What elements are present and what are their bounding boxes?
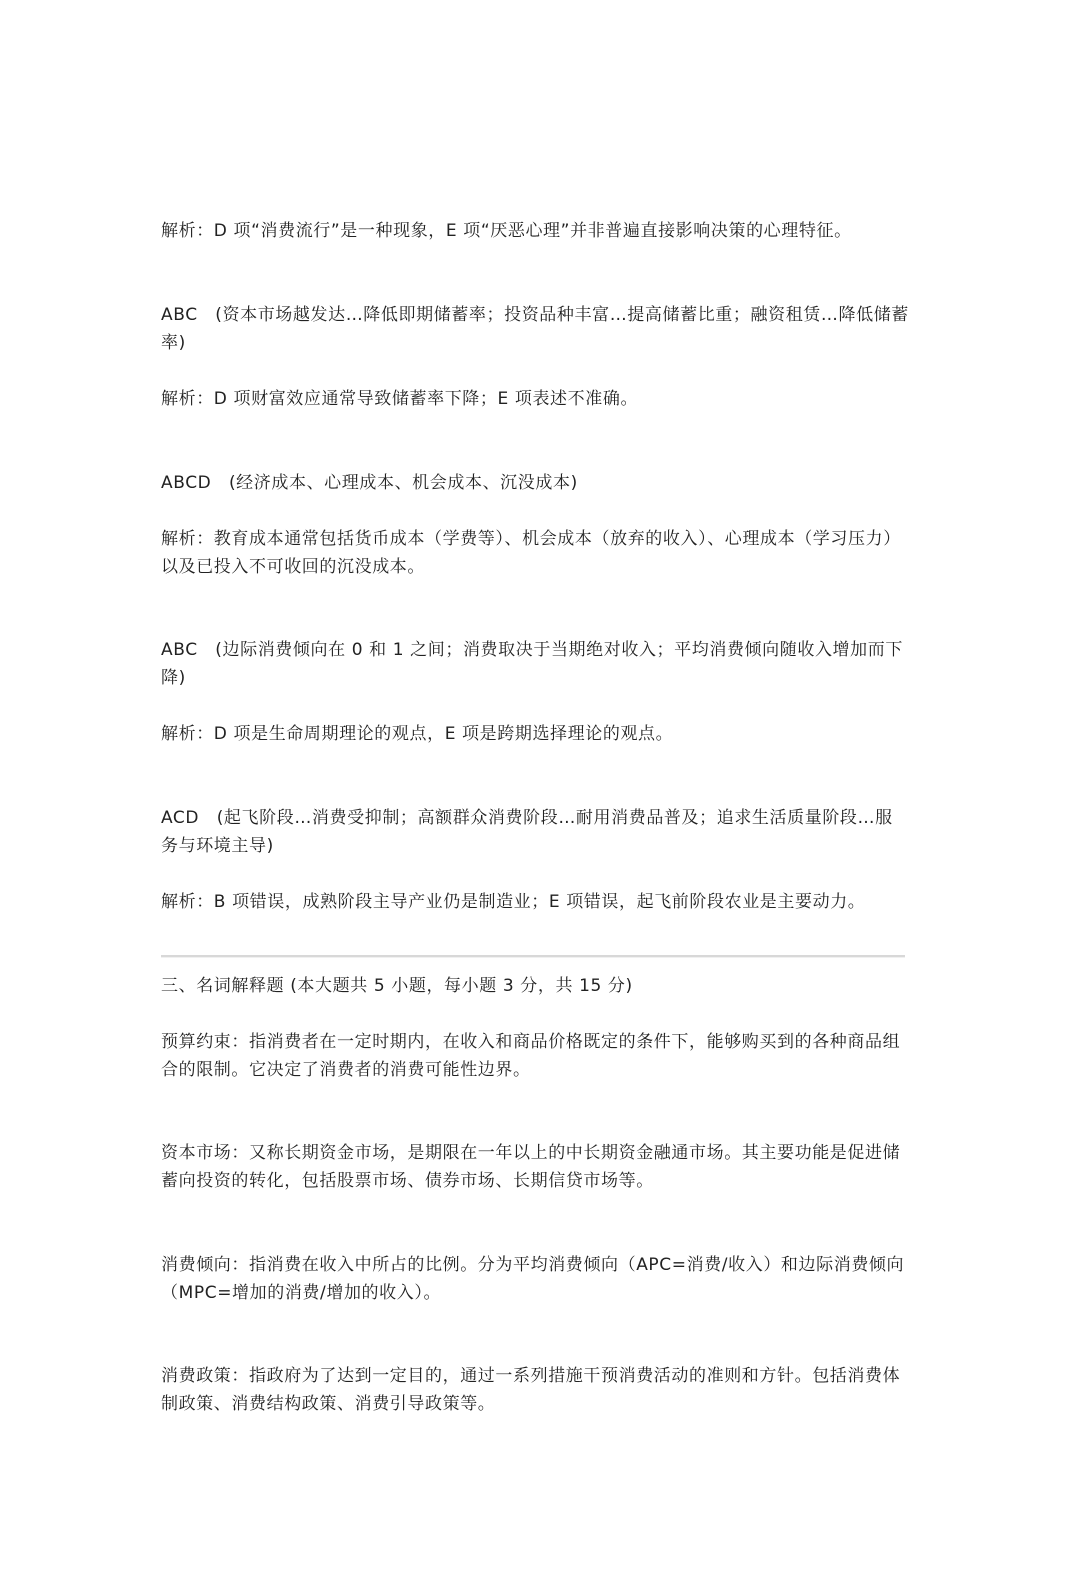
analysis-paragraph: 解析：教育成本通常包括货币成本（学费等）、机会成本（放弃的收入）、心理成本（学习压力）以及已投入不可收回的沉没成本。: [161, 529, 901, 577]
term-definition: 消费倾向：指消费在收入中所占的比例。分为平均消费倾向（APC=消费/收入）和边际消费倾向（MPC=增加的消费/增加的收入）。: [161, 1255, 905, 1303]
answer-paragraph: ACD (起飞阶段…消费受抑制；高额群众消费阶段…耐用消费品普及；追求生活质量阶段…服务与环境主导): [161, 808, 893, 856]
term-definition: 资本市场：又称长期资金市场，是期限在一年以上的中长期资金融通市场。其主要功能是促进储蓄向投资的转化，包括股票市场、债券市场、长期信贷市场等。: [161, 1143, 901, 1191]
answer-paragraph: ABC (边际消费倾向在 0 和 1 之间；消费取决于当期绝对收入；平均消费倾向随收入增加而下降): [161, 640, 903, 688]
horizontal-divider: [161, 955, 905, 958]
term-definition: 预算约束：指消费者在一定时期内，在收入和商品价格既定的条件下，能够购买到的各种商品组合的限制。它决定了消费者的消费可能性边界。: [161, 1032, 901, 1080]
analysis-paragraph: 解析：B 项错误，成熟阶段主导产业仍是制造业；E 项错误，起飞前阶段农业是主要动力。: [161, 892, 866, 912]
answer-paragraph: ABC (资本市场越发达…降低即期储蓄率；投资品种丰富…提高储蓄比重；融资租赁…降低储蓄率): [161, 305, 909, 353]
analysis-paragraph: 解析：D 项“消费流行”是一种现象，E 项“厌恶心理”并非普遍直接影响决策的心理特征。: [161, 221, 852, 241]
analysis-paragraph: 解析：D 项是生命周期理论的观点，E 项是跨期选择理论的观点。: [161, 724, 674, 744]
section-heading: 三、名词解释题 (本大题共 5 小题，每小题 3 分，共 15 分): [161, 976, 633, 996]
analysis-paragraph: 解析：D 项财富效应通常导致储蓄率下降；E 项表述不准确。: [161, 389, 639, 409]
answer-paragraph: ABCD (经济成本、心理成本、机会成本、沉没成本): [161, 473, 578, 493]
term-definition: 消费政策：指政府为了达到一定目的，通过一系列措施干预消费活动的准则和方针。包括消费体制政策、消费结构政策、消费引导政策等。: [161, 1366, 901, 1414]
